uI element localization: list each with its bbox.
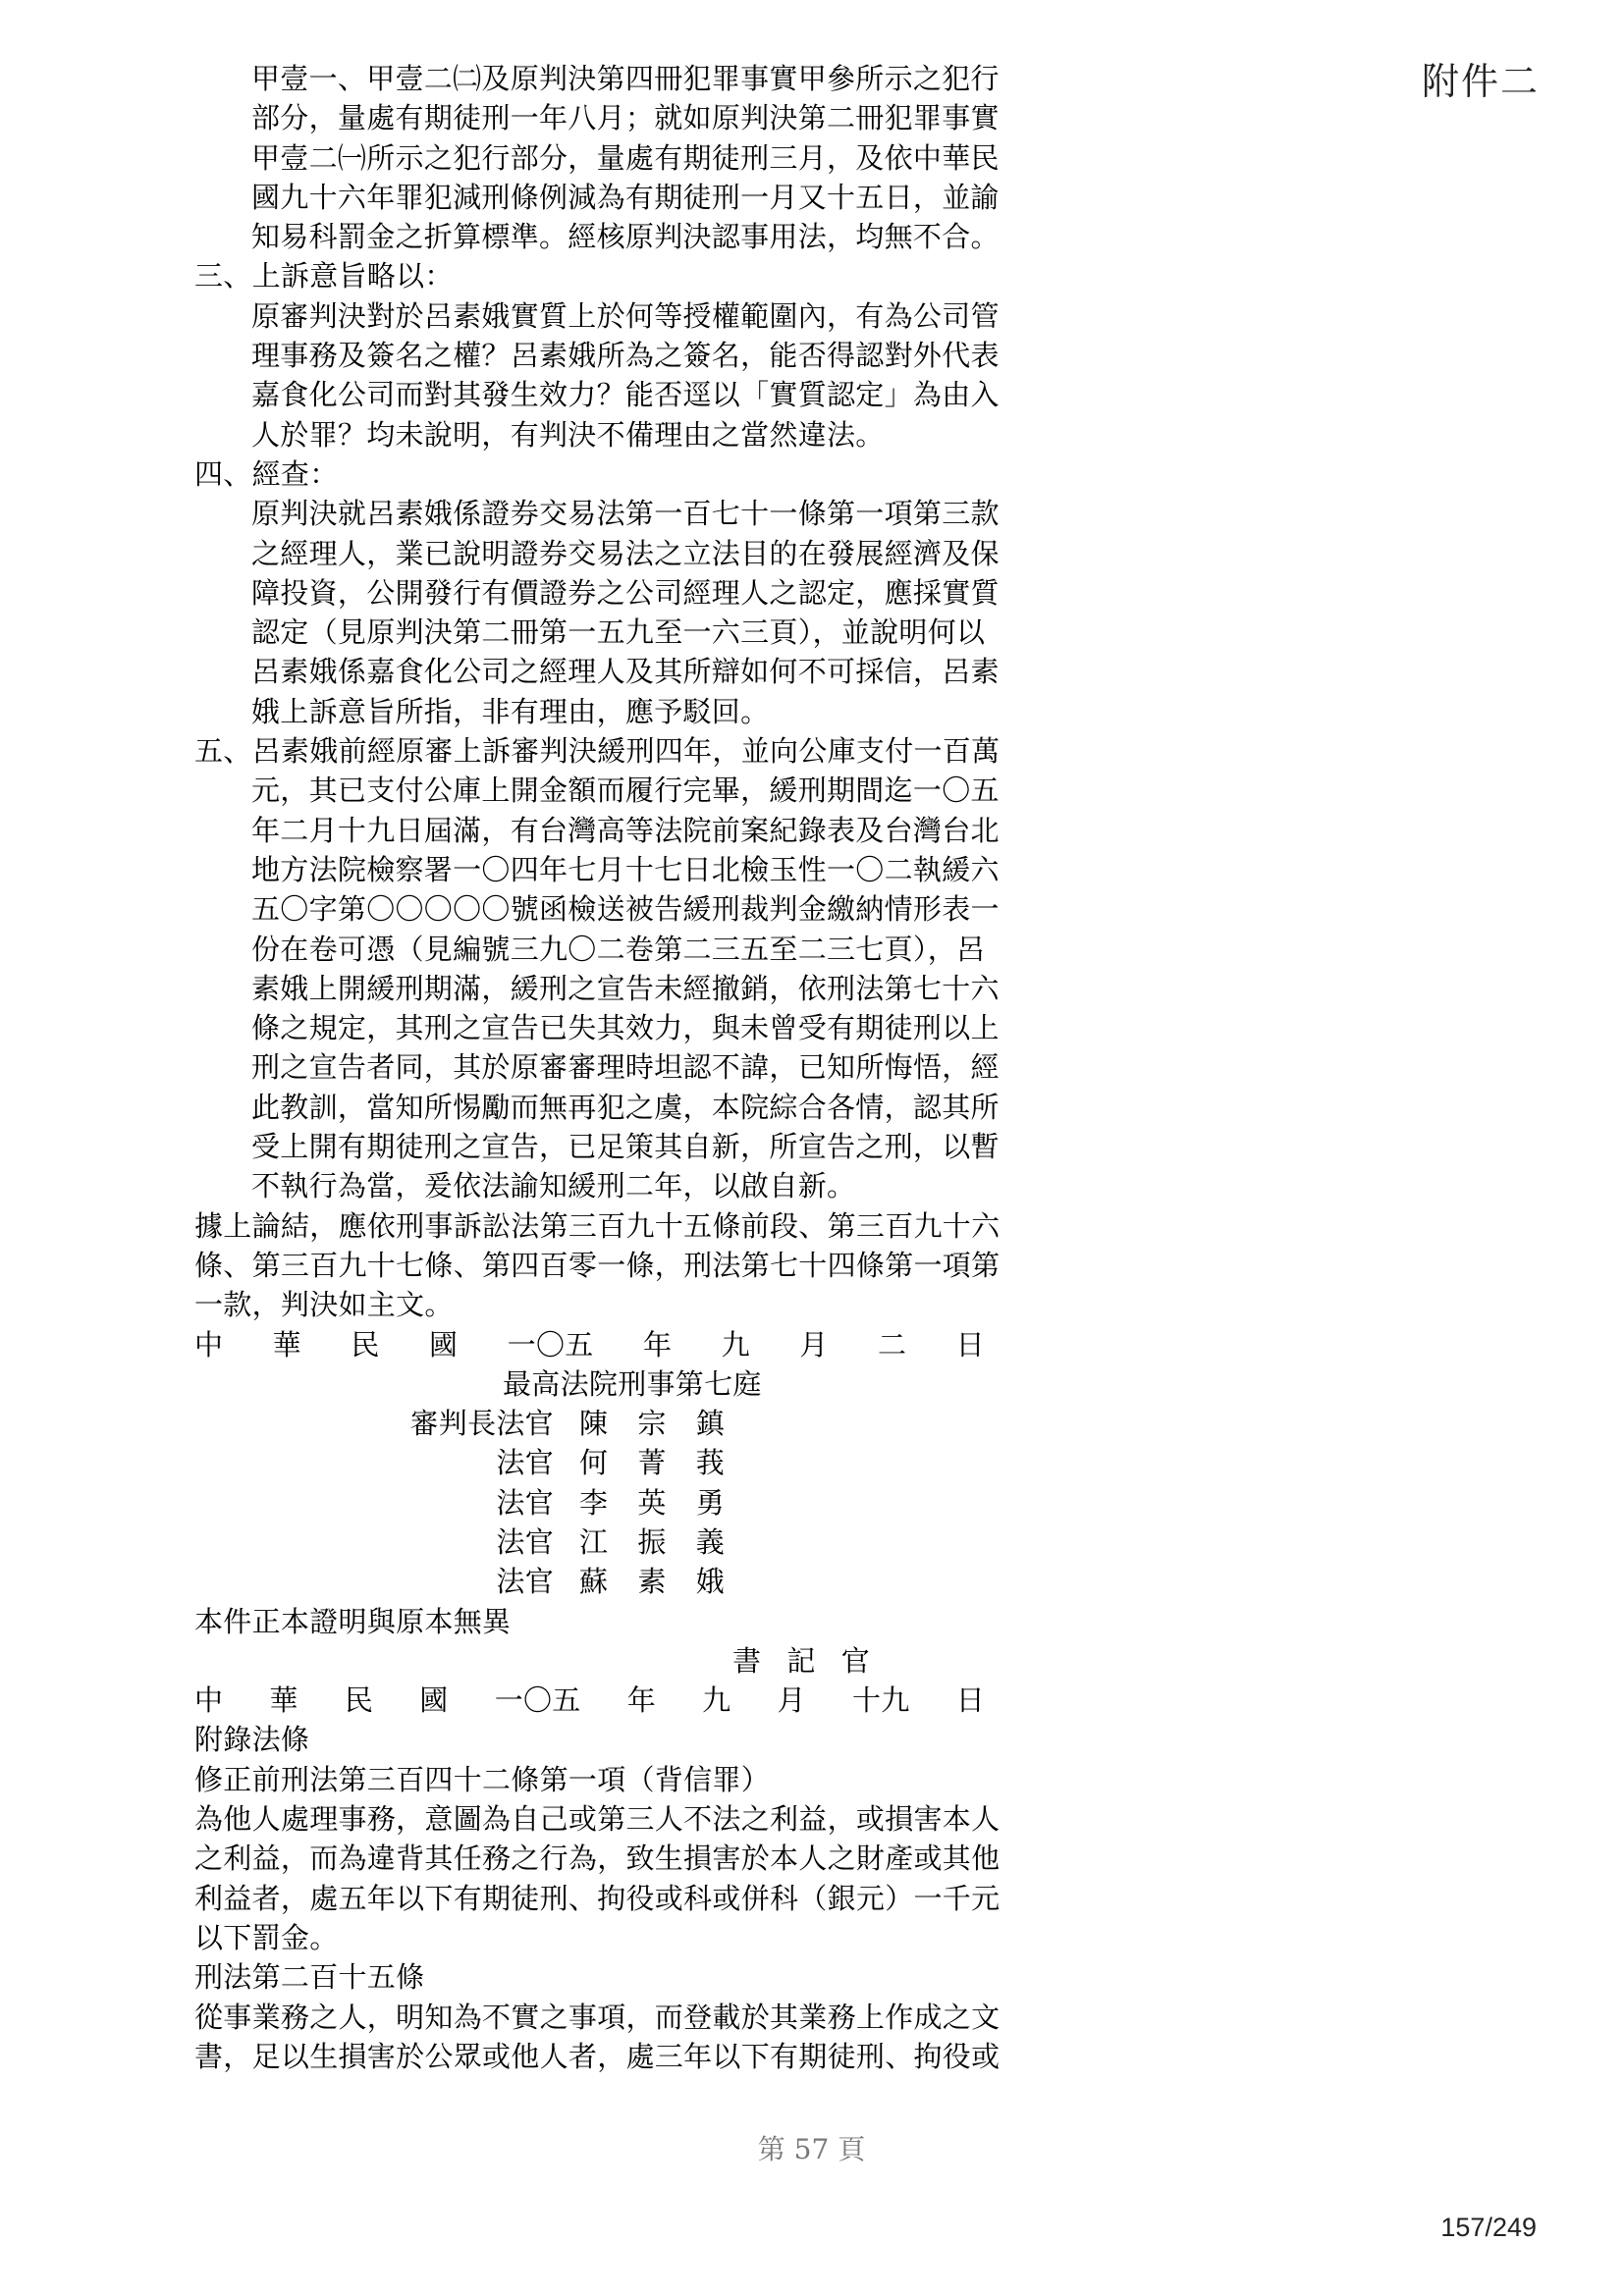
page-count: 157/249 [1440, 2213, 1537, 2242]
text-line: 甲壹二㈠所示之犯行部分，量處有期徒刑三月，及依中華民 [251, 140, 1000, 175]
judge-role: 審判長法官 [409, 1407, 554, 1441]
text-line: 理事務及簽名之權？呂素娥所為之簽名，能否得認對外代表 [251, 339, 1000, 373]
text-line: 甲壹一、甲壹二㈡及原判決第四冊犯罪事實甲參所示之犯行 [251, 62, 1000, 95]
law-text [194, 1998, 1001, 2077]
date-year: 一〇五 [507, 1327, 594, 1362]
text-line: 利益者，處五年以下有期徒刑、拘役或科或併科（銀元）一千元 [194, 1881, 1001, 1915]
name-char: 莪 [695, 1446, 725, 1480]
date-char: 日 [955, 1683, 985, 1718]
law-text [194, 1799, 1001, 1957]
date-char: 月 [777, 1683, 806, 1718]
judge-name [579, 1522, 725, 1562]
law-title: 刑法第二百十五條 [194, 1960, 425, 1995]
certification-date [194, 1681, 985, 1720]
date-day: 二 [877, 1327, 907, 1362]
date-day: 十九 [851, 1683, 910, 1718]
law-title: 修正前刑法第三百四十二條第一項（背信罪） [194, 1762, 771, 1796]
name-char: 英 [637, 1485, 667, 1520]
date-char: 民 [351, 1327, 380, 1362]
date-char: 華 [269, 1683, 298, 1718]
appendix-title: 附錄法條 [194, 1723, 310, 1757]
date-year: 一〇五 [494, 1683, 581, 1718]
date-char: 月 [799, 1327, 829, 1362]
text-line: 以下罰金。 [194, 1920, 339, 1954]
date-month: 九 [702, 1683, 731, 1718]
judge-role: 法官 [496, 1524, 554, 1559]
judge-row [194, 1483, 992, 1522]
text-line: 呂素娥係嘉食化公司之經理人及其所辯如何不可採信，呂素 [251, 655, 1000, 689]
judgment-text [194, 59, 1001, 2076]
name-char: 宗 [637, 1407, 667, 1441]
text-line: 嘉食化公司而對其發生效力？能否逕以「實質認定」為由入 [251, 378, 1000, 412]
text-line: 娥上訴意旨所指，非有理由，應予駁回。 [251, 694, 770, 728]
conclusion [194, 1206, 1001, 1325]
text-line: 份在卷可憑（見編號三九〇二卷第二三五至二三七頁），呂 [251, 932, 986, 966]
text-line: 條、第三百九十七條、第四百零一條，刑法第七十四條第一項第 [194, 1248, 1001, 1282]
text-line: 據上論結，應依刑事訴訟法第三百九十五條前段、第三百九十六 [194, 1208, 1001, 1243]
date-char: 日 [955, 1327, 985, 1362]
text-line: 刑之宣告者同，其於原審審理時坦認不諱，已知所悔悟，經 [251, 1050, 1000, 1085]
text-line: 書，足以生損害於公眾或他人者，處三年以下有期徒刑、拘役或 [194, 2039, 1001, 2073]
name-char: 鎮 [695, 1407, 725, 1441]
text-line: 年二月十九日屆滿，有台灣高等法院前案紀錄表及台灣台北 [251, 813, 1000, 847]
judge-row [194, 1522, 992, 1562]
text-line: 人於罪？均未說明，有判決不備理由之當然違法。 [251, 417, 885, 452]
date-char: 民 [344, 1683, 374, 1718]
clerk-char: 記 [786, 1643, 816, 1678]
date-char: 年 [642, 1327, 673, 1362]
judge-name [579, 1443, 725, 1482]
name-char: 菁 [637, 1446, 667, 1480]
judge-name [579, 1404, 725, 1443]
date-char: 中 [194, 1683, 224, 1718]
date-char: 年 [626, 1683, 657, 1718]
name-char: 蘇 [579, 1565, 609, 1599]
text-line: 部分，量處有期徒刑一年八月；就如原判決第二冊犯罪事實 [251, 101, 1000, 135]
text-line: 條之規定，其刑之宣告已失其效力，與未曾受有期徒刑以上 [251, 1011, 1000, 1045]
name-char: 娥 [695, 1565, 725, 1599]
text-line: 此教訓，當知所惕勵而無再犯之虞，本院綜合各情，認其所 [251, 1090, 1000, 1124]
section-heading-5: 五、呂素娥前經原審上訴審判決緩刑四年，並向公庫支付一百萬 [194, 734, 1001, 769]
text-line: 障投資，公開發行有價證券之公司經理人之認定，應採實質 [251, 575, 1000, 610]
paragraph-continued [194, 59, 1000, 256]
name-char: 義 [695, 1524, 725, 1559]
text-line: 國九十六年罪犯減刑條例減為有期徒刑一月又十五日，並諭 [251, 180, 1000, 214]
name-char: 勇 [695, 1485, 725, 1520]
text-line: 認定（見原判決第二冊第一五九至一六三頁），並說明何以 [251, 615, 986, 650]
section-heading-3: 三、上訴意旨略以： [194, 259, 454, 294]
section-4-body [194, 494, 1000, 731]
text-line: 不執行為當，爰依法諭知緩刑二年，以啟自新。 [251, 1169, 856, 1203]
judge-name [579, 1562, 725, 1601]
judge-row [194, 1443, 992, 1482]
section-heading-4: 四、經查： [194, 456, 339, 491]
judge-role: 法官 [496, 1565, 554, 1599]
judge-row [194, 1404, 992, 1443]
judgment-date [194, 1325, 985, 1364]
text-line: 受上開有期徒刑之宣告，已足策其自新，所宣告之刑，以暫 [251, 1130, 1000, 1164]
text-line: 素娥上開緩刑期滿，緩刑之宣告未經撤銷，依刑法第七十六 [251, 971, 1000, 1005]
text-line: 五〇字第〇〇〇〇〇號函檢送被告緩刑裁判金繳納情形表一 [251, 892, 1000, 927]
judge-role: 法官 [496, 1446, 554, 1480]
attachment-label: 附件二 [1421, 60, 1540, 103]
text-line: 為他人處理事務，意圖為自己或第三人不法之利益，或損害本人 [194, 1802, 1001, 1837]
date-char: 中 [194, 1327, 224, 1362]
text-line: 地方法院檢察署一〇四年七月十七日北檢玉性一〇二執緩六 [251, 852, 1000, 886]
judge-role: 法官 [496, 1485, 554, 1520]
date-month: 九 [721, 1327, 750, 1362]
text-line: 原審判決對於呂素娥實質上於何等授權範圍內，有為公司管 [251, 298, 1000, 333]
text-line: 元，其已支付公庫上開金額而履行完畢，緩刑期間迄一〇五 [251, 774, 1000, 808]
judge-name [579, 1483, 725, 1522]
date-char: 國 [419, 1683, 449, 1718]
name-char: 何 [579, 1446, 609, 1480]
judge-row [194, 1562, 992, 1601]
court-name: 最高法院刑事第七庭 [503, 1366, 762, 1401]
page-number: 第 57 頁 [757, 2133, 866, 2165]
certification-note: 本件正本證明與原本無異 [194, 1604, 512, 1638]
clerk-char: 書 [732, 1643, 762, 1678]
text-line: 之經理人，業已說明證券交易法之立法目的在發展經濟及保 [251, 536, 1000, 570]
text-line: 一款，判決如主文。 [194, 1288, 454, 1322]
date-char: 華 [272, 1327, 301, 1362]
name-char: 李 [579, 1485, 609, 1520]
section-3-body [194, 296, 1000, 454]
text-line: 從事業務之人，明知為不實之事項，而登載於其業務上作成之文 [194, 2000, 1001, 2034]
name-char: 江 [579, 1524, 609, 1559]
text-line: 之利益，而為違背其任務之行為，致生損害於本人之財產或其他 [194, 1842, 1001, 1876]
clerk-char: 官 [840, 1643, 870, 1678]
name-char: 素 [637, 1565, 667, 1599]
text-line: 原判決就呂素娥係證券交易法第一百七十一條第一項第三款 [251, 497, 1000, 531]
clerk-title [732, 1641, 870, 1681]
name-char: 陳 [579, 1407, 609, 1441]
section-5-body [194, 771, 1000, 1205]
text-line: 知易科罰金之折算標準。經核原判決認事用法，均無不合。 [251, 220, 1000, 254]
date-char: 國 [429, 1327, 459, 1362]
name-char: 振 [637, 1524, 667, 1559]
